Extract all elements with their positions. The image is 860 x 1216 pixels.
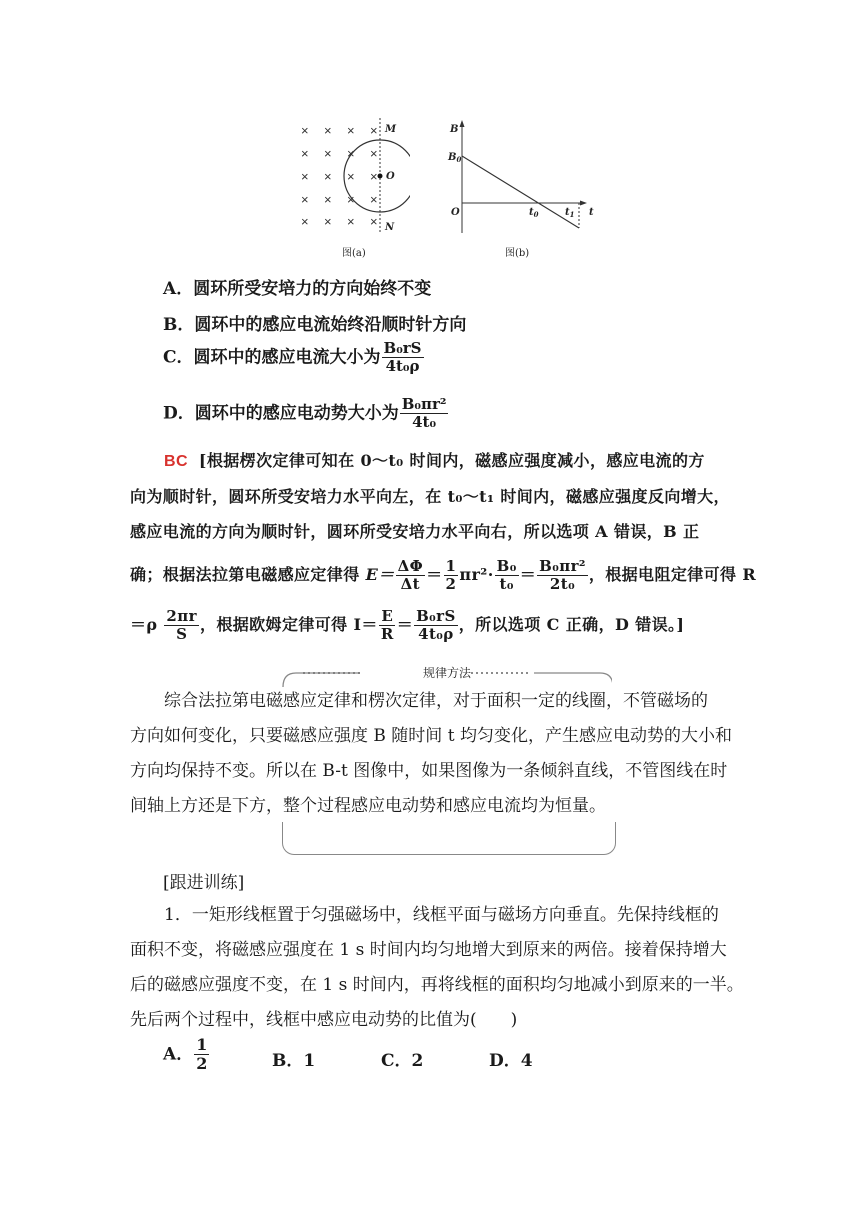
- answer-explanation: [130, 443, 757, 647]
- field-cross: ×: [301, 169, 309, 184]
- caption-b: 图(b): [505, 248, 530, 259]
- field-cross: ×: [347, 192, 355, 207]
- label-n: N: [385, 222, 395, 233]
- field-cross: ×: [347, 146, 355, 161]
- answer-line-4: 确；根据法拉第电磁感应定律得 E＝ $\frac{\Delta\Phi}{\Delta t}$ ＝ $\frac{1}{2}$ πr²· $\frac{\text{B₀}}{\text{t₀}}$ ＝ $\frac{\text{B₀πr²}}{\text{2t₀}}$ ，根据电阻定律可得 R: [130, 556, 757, 593]
- answer-line-3: 感应电流的方向为顺时针，圆环所受安培力水平向右，所以选项 A 错误，B 正: [130, 522, 700, 541]
- field-cross: ×: [370, 169, 378, 184]
- choice-c: C．2: [381, 1051, 424, 1071]
- option-d: D．圆环中的感应电动势大小为 $\frac{\text{B₀πr²}}{\text{4t₀}}$: [163, 395, 447, 432]
- choice-b: B．1: [272, 1051, 316, 1071]
- answer-line-5: ＝ρ $\frac{2\pi r}{S}$ ，根据欧姆定律可得 I＝ $\frac{E}{R}$ ＝ $\frac{\text{B₀rS}}{\text{4t₀ρ}}$ ，所以选项 C 正确，D 错误。]: [130, 606, 685, 643]
- field-cross: ×: [347, 123, 355, 138]
- answer-line-1: [根据楞次定律可知在 0～t₀ 时间内，磁感应强度减小，感应电流的方: [198, 451, 705, 470]
- field-cross: ×: [324, 169, 332, 184]
- label-o: O: [386, 171, 395, 182]
- figure-b: [447, 118, 607, 263]
- label-t: t: [589, 207, 594, 218]
- label-origin: O: [451, 207, 460, 218]
- method-tag: 规律方法: [422, 666, 472, 680]
- field-cross: ×: [370, 123, 378, 138]
- label-t0: $t_0$: [529, 207, 539, 219]
- field-cross: ×: [324, 192, 332, 207]
- axis-b-arrow: [460, 120, 465, 127]
- field-cross: ×: [347, 169, 355, 184]
- b-t-line: [462, 156, 579, 228]
- answer-line-2: 向为顺时针，圆环所受安培力水平向左，在 t₀～t₁ 时间内，磁感应强度反向增大，: [130, 487, 730, 506]
- field-cross: ×: [324, 123, 332, 138]
- choice-d: D．4: [489, 1051, 533, 1071]
- field-cross: ×: [301, 192, 309, 207]
- option-a: A．圆环所受安培力的方向始终不变: [163, 279, 432, 299]
- field-cross: ×: [301, 214, 309, 229]
- magnetic-field-crosses: [301, 123, 378, 229]
- field-cross: ×: [324, 214, 332, 229]
- label-b: B: [450, 124, 459, 135]
- method-text: 综合法拉第电磁感应定律和楞次定律，对于面积一定的线圈，不管磁场的 方向如何变化，只要磁感应强度 B 随时间 t 均匀变化，产生感应电动势的大小和 方向均保持不变。所以在 B-t 图像中，如果图像为一条倾斜直线，不管图线在时 间轴上方还是下方，整个过程感应电动势和感应电流均为恒量。: [130, 691, 732, 816]
- answer-key: BC: [164, 453, 188, 470]
- center-point: [378, 174, 383, 179]
- choice-a: A． $\frac{1}{2}$: [163, 1035, 208, 1074]
- option-d-fraction: $\frac{\text{B₀πr²}}{\text{4t₀}}$: [401, 395, 447, 432]
- label-b0: $B_0$: [448, 152, 462, 164]
- field-cross: ×: [347, 214, 355, 229]
- caption-a: 图(a): [342, 248, 366, 259]
- option-c-fraction: $\frac{\text{B₀rS}}{\text{4t₀ρ}}$: [383, 339, 422, 376]
- axis-t-arrow: [580, 201, 587, 206]
- method-box-bottom: [282, 822, 616, 855]
- question-1: 1．一矩形线框置于匀强磁场中，线框平面与磁场方向垂直。先保持线框的 面积不变，将磁感应强度在 1 s 时间内均匀地增大到原来的两倍。接着保持增大 后的磁感应强度不变，在 1 s 时间内，再将线框的面积均匀地减小到原来的一半。 先后两个过程中，线框中感应电动势的比值为( ): [130, 905, 744, 1030]
- label-t1: $t_1$: [565, 207, 575, 219]
- field-cross: ×: [301, 146, 309, 161]
- option-b: B．圆环中的感应电流始终沿顺时针方向: [163, 315, 467, 335]
- field-cross: ×: [301, 123, 309, 138]
- option-c: C．圆环中的感应电流大小为 $\frac{\text{B₀rS}}{\text{4t₀ρ}}$: [163, 339, 422, 376]
- label-m: M: [385, 124, 397, 135]
- field-cross: ×: [370, 146, 378, 161]
- figure-a: [290, 118, 410, 263]
- field-cross: ×: [324, 146, 332, 161]
- followup-title: [跟进训练]: [163, 873, 245, 893]
- field-cross: ×: [370, 192, 378, 207]
- field-cross: ×: [370, 214, 378, 229]
- dots-right: [471, 672, 528, 674]
